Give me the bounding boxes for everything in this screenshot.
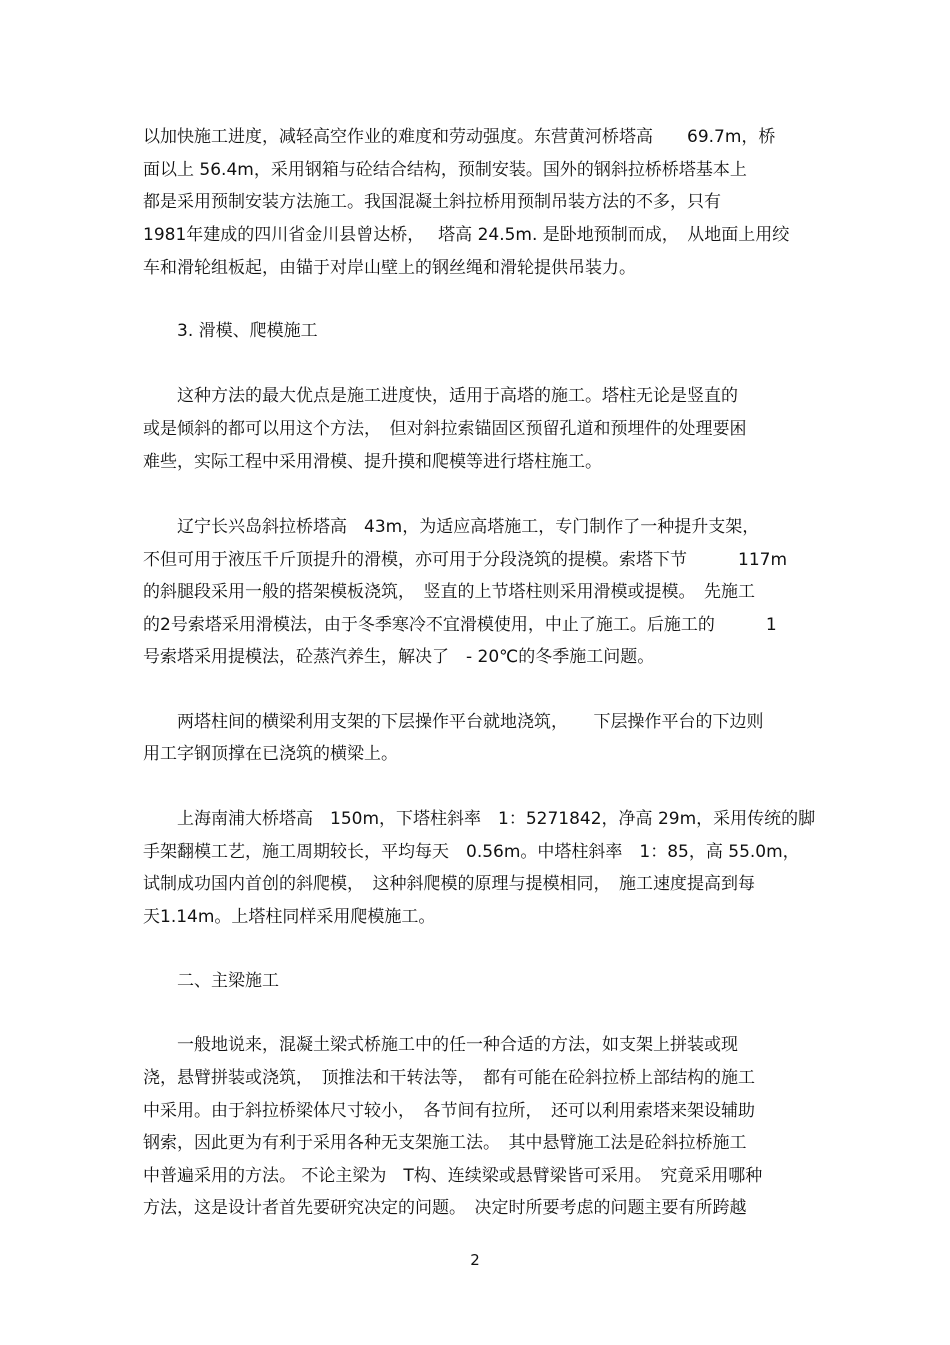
text-line: 天1.14m。上塔柱同样采用爬模施工。 — [143, 907, 436, 927]
text-line: 两塔柱间的横梁利用支架的下层操作平台就地浇筑， 下层操作平台的下边则 — [177, 712, 764, 732]
text-line: 的2号索塔采用滑模法，由于冬季寒冷不宜滑模使用，中止了施工。后施工的 1 — [143, 615, 777, 635]
text-line: 或是倾斜的都可以用这个方法， 但对斜拉索锚固区预留孔道和预埋件的处理要困 — [143, 419, 747, 439]
text-line: 手架翻模工艺，施工周期较长，平均每天 0.56m。中塔柱斜率 1：85，高 55.0m， — [143, 842, 800, 862]
text-line: 都是采用预制安装方法施工。我国混凝土斜拉桥用预制吊装方法的不多，只有 — [143, 192, 721, 212]
text-line: 钢索，因此更为有利于采用各种无支架施工法。 其中悬臂施工法是砼斜拉桥施工 — [143, 1133, 747, 1153]
text-line: 的斜腿段采用一般的搭架模板浇筑， 竖直的上节塔柱则采用滑模或提模。 先施工 — [143, 582, 755, 602]
text-line: 试制成功国内首创的斜爬模， 这种斜爬模的原理与提模相同， 施工速度提高到每 — [143, 874, 755, 894]
section-heading: 二、主梁施工 — [177, 971, 279, 991]
text-line: 中普遍采用的方法。 不论主梁为 T构、连续梁或悬臂梁皆可采用。 究竟采用哪种 — [143, 1166, 763, 1186]
text-line: 方法，这是设计者首先要研究决定的问题。 决定时所要考虑的问题主要有所跨越 — [143, 1198, 747, 1218]
text-line: 车和滑轮组板起，由锚于对岸山壁上的钢丝绳和滑轮提供吊装力。 — [143, 258, 636, 278]
text-line: 难些，实际工程中采用滑模、提升摸和爬模等进行塔柱施工。 — [143, 452, 602, 472]
text-line: 不但可用于液压千斤顶提升的滑模，亦可用于分段浇筑的提模。索塔下节 117m — [143, 550, 788, 570]
text-line: 一般地说来，混凝土梁式桥施工中的任一种合适的方法，如支架上拼装或现 — [177, 1035, 738, 1055]
text-line: 1981年建成的四川省金川县曾达桥， 塔高 24.5m. 是卧地预制而成， 从地面上用绞 — [143, 225, 790, 245]
section-heading: 3. 滑模、爬模施工 — [177, 321, 318, 341]
text-line: 上海南浦大桥塔高 150m，下塔柱斜率 1：5271842，净高 29m，采用传统的脚 — [177, 809, 816, 829]
page-number: 2 — [470, 1251, 480, 1269]
text-line: 面以上 56.4m，采用钢箱与砼结合结构，预制安装。国外的钢斜拉桥桥塔基本上 — [143, 160, 747, 180]
text-line: 用工字钢顶撑在已浇筑的横梁上。 — [143, 744, 398, 764]
text-line: 辽宁长兴岛斜拉桥塔高 43m，为适应高塔施工，专门制作了一种提升支架， — [177, 517, 760, 537]
text-line: 这种方法的最大优点是施工进度快，适用于高塔的施工。塔柱无论是竖直的 — [177, 386, 738, 406]
text-line: 以加快施工进度，减轻高空作业的难度和劳动强度。东营黄河桥塔高 69.7m，桥 — [143, 127, 776, 147]
text-line: 号索塔采用提模法，砼蒸汽养生，解决了 - 20℃的冬季施工问题。 — [143, 647, 655, 667]
text-line: 浇，悬臂拼装或浇筑， 顶推法和干转法等， 都有可能在砼斜拉桥上部结构的施工 — [143, 1068, 755, 1088]
text-line: 中采用。由于斜拉桥梁体尺寸较小， 各节间有拉所， 还可以利用索塔来架设辅助 — [143, 1101, 755, 1121]
